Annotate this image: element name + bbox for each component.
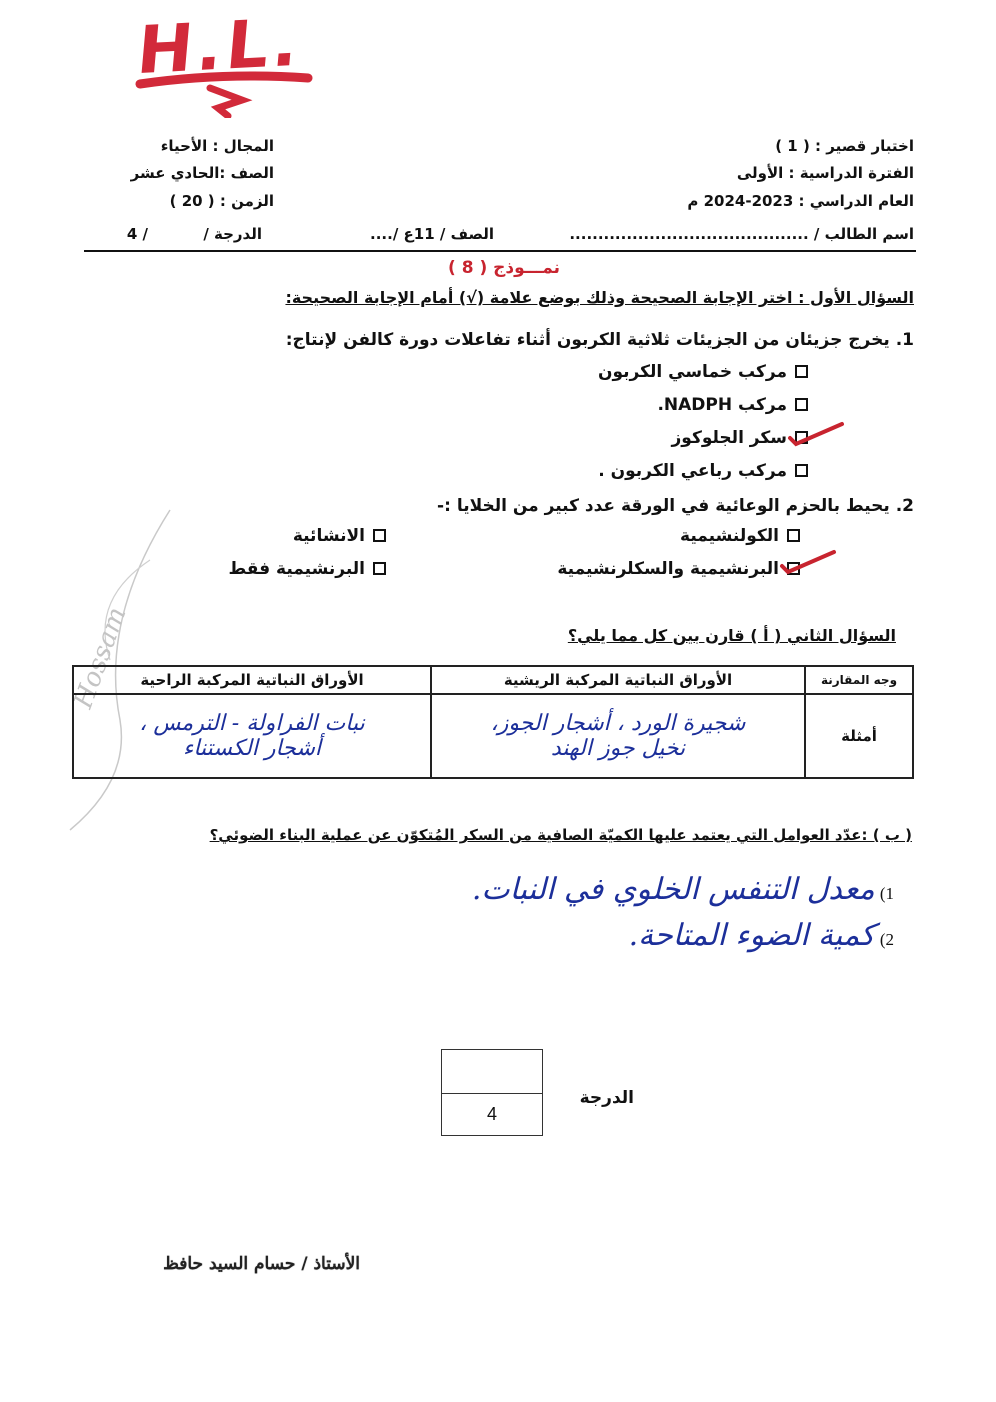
answer-number: 2) — [879, 930, 894, 949]
q2b-title: ( ب ) :عدّد العوامل التي يعتمد عليها الكميّة الصافية من السكر المُتكوّن عن عملية البناء الضوئي؟ — [209, 826, 912, 844]
checkbox-icon[interactable] — [795, 398, 808, 411]
q1-item1-option-1[interactable] — [598, 362, 808, 382]
header-divider — [84, 250, 916, 252]
answer-text: كمية الضوء المتاحة. — [628, 918, 875, 953]
teacher-name: الأستاذ / حسام السيد حافظ — [163, 1254, 360, 1274]
q1-item1-option-4[interactable] — [598, 461, 808, 481]
answer-number: 1) — [879, 884, 894, 903]
checkbox-icon[interactable] — [787, 529, 800, 542]
q1-item1-option-2[interactable] — [657, 395, 808, 415]
answer-line: نبات الفراولة - الترمس ، — [139, 711, 365, 736]
table-header: وجه المقارنة — [805, 666, 913, 694]
table-row-label: أمثلة — [805, 694, 913, 778]
grade-label: الصف :الحادي عشر — [130, 164, 274, 182]
q1-item2-text: يحيط بالحزم الوعائية في الورقة عدد كبير من الخلايا :- — [437, 496, 890, 516]
option-label: البرنشيمية فقط — [228, 559, 365, 579]
option-label: الانشائية — [292, 526, 365, 546]
q1-item1-stem — [286, 330, 914, 350]
time-label: الزمن : ( 20 ) — [169, 192, 274, 210]
stamp-text: H.L. — [134, 3, 306, 90]
checkmark-icon — [786, 420, 846, 450]
teacher-stamp — [132, 3, 332, 118]
q2b-answer-2 — [629, 918, 894, 953]
checkmark-icon — [778, 548, 838, 578]
grade-box-label: الدرجة — [579, 1088, 634, 1108]
grade-box — [441, 1049, 543, 1136]
answer-palmate — [73, 694, 431, 778]
comparison-table — [72, 665, 914, 779]
year-label: العام الدراسي : 2023-2024 م — [687, 192, 914, 210]
q1-item2-option-4[interactable] — [229, 559, 386, 579]
q1-item1-text: يخرج جزيئان من الجزيئات ثلاثية الكربون أثناء تفاعلات دورة كالفن لإنتاج: — [285, 330, 890, 350]
table-header: الأوراق النباتية المركبة الراحية — [73, 666, 431, 694]
answer-line: أشجار الكستناء — [183, 736, 321, 761]
option-label: البرنشيمية والسكلرنشيمية — [557, 559, 779, 579]
answer-pinnate — [431, 694, 805, 778]
stamp-underline-icon — [132, 8, 332, 118]
q1-item2-option-1[interactable] — [680, 526, 800, 546]
answer-text: معدل التنفس الخلوي في النبات. — [471, 872, 875, 907]
student-name-field: اسم الطالب / .......................................... — [569, 225, 914, 243]
term-label: الفترة الدراسية : الأولى — [736, 164, 914, 182]
q1-instruction: السؤال الأول : اختر الإجابة الصحيحة وذلك بوضع علامة (√) أمام الإجابة الصحيحة: — [285, 288, 914, 307]
score-max: / 4 — [126, 225, 148, 243]
checkbox-icon[interactable] — [373, 562, 386, 575]
table-header: الأوراق النباتية المركبة الريشية — [431, 666, 805, 694]
option-label: مركب رباعي الكربون . — [598, 461, 787, 481]
answer-line: نخيل جوز الهند — [550, 736, 686, 761]
option-label: مركب NADPH. — [657, 395, 787, 415]
q1-item2-stem — [437, 496, 914, 516]
checkbox-icon[interactable] — [373, 529, 386, 542]
grade-value: 4 — [486, 1104, 497, 1124]
q1-item1-number: 1. — [895, 330, 914, 350]
checkbox-icon[interactable] — [795, 464, 808, 477]
option-label: مركب خماسي الكربون — [598, 362, 787, 382]
score-label: الدرجة / — [203, 225, 262, 243]
model-label: نمـــوذج ( 8 ) — [448, 258, 560, 278]
q2b-answer-1 — [472, 872, 894, 907]
quiz-title: اختبار قصير : ( 1 ) — [775, 137, 914, 155]
q1-item2-number: 2. — [895, 496, 914, 516]
q2-title: السؤال الثاني ( أ ) قارن بين كل مما يلي؟ — [567, 626, 896, 645]
class-label: الصف / 11ع /.... — [370, 225, 494, 243]
option-label: الكولنشيمية — [680, 526, 779, 546]
q1-item2-option-3[interactable] — [557, 559, 800, 579]
checkbox-icon[interactable] — [795, 365, 808, 378]
answer-line: شجيرة الورد ، أشجار الجوز، — [490, 711, 746, 736]
option-label: سكر الجلوكوز — [671, 428, 787, 448]
q1-item2-option-2[interactable] — [293, 526, 386, 546]
subject-label: المجال : الأحياء — [160, 137, 274, 155]
watermark-text: Hossam — [68, 603, 133, 713]
